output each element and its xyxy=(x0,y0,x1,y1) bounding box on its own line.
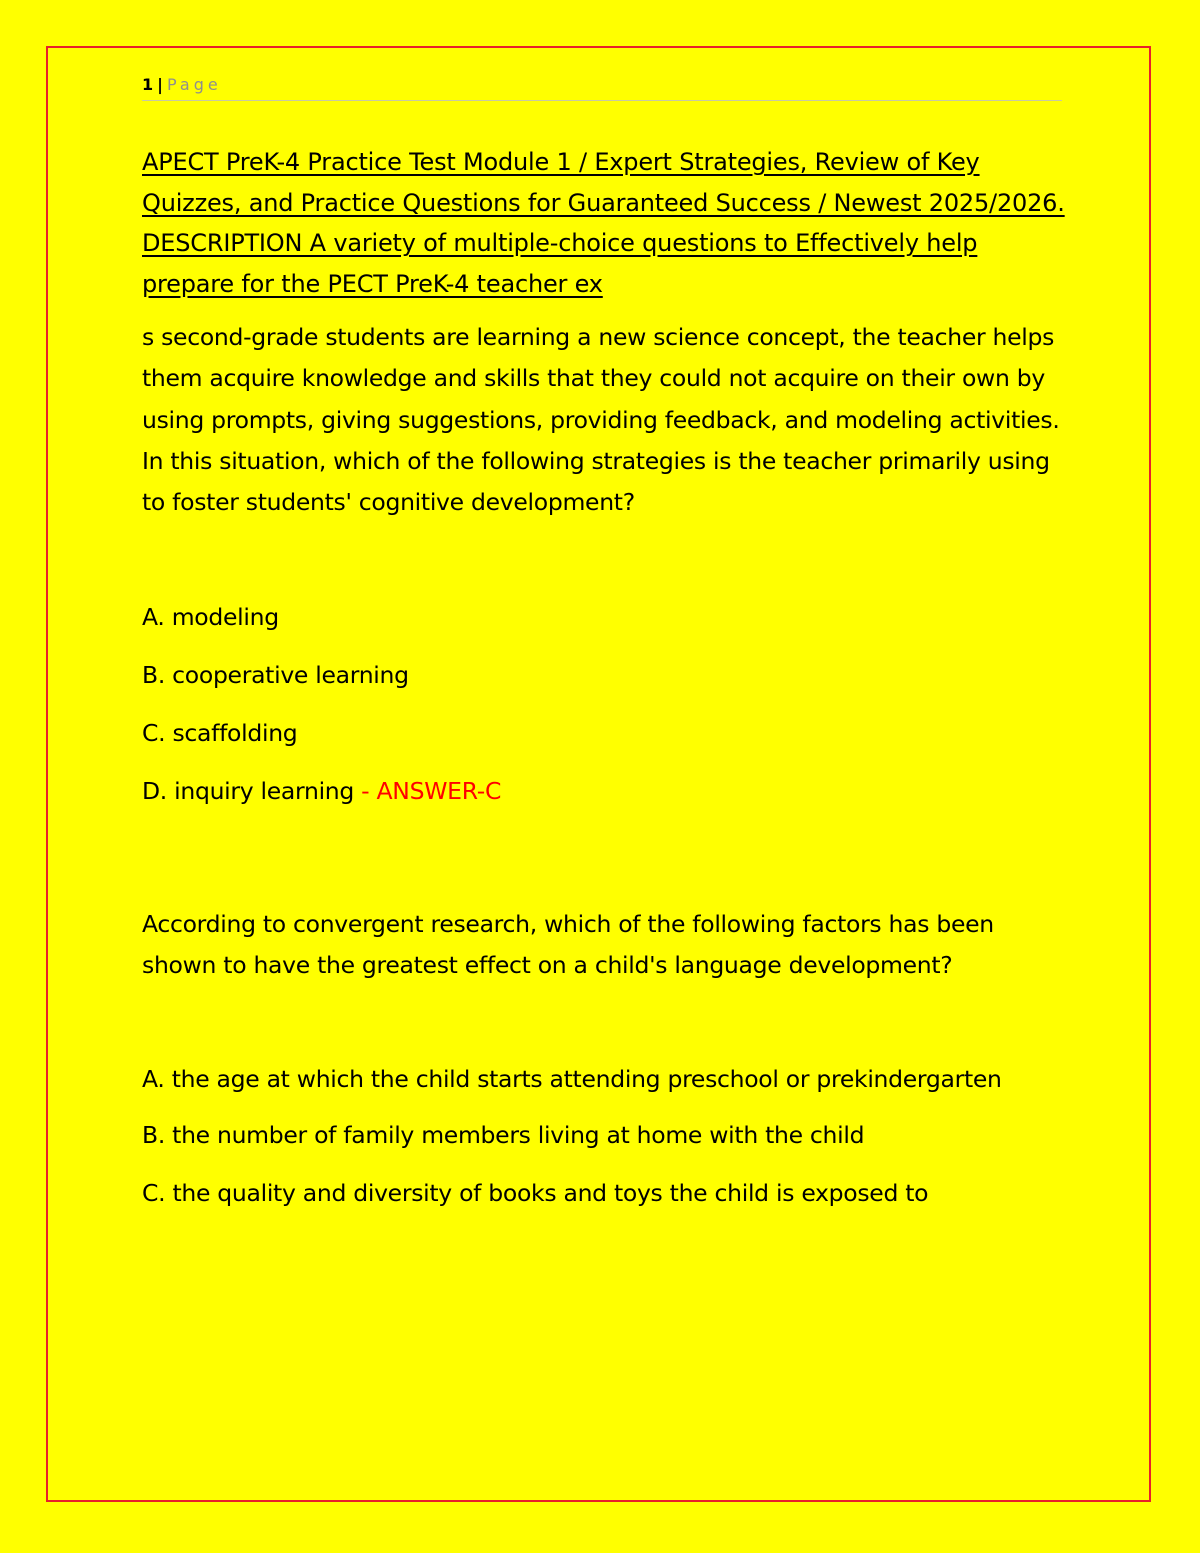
question-2-option-c: C. the quality and diversity of books and toys the child is exposed to xyxy=(142,1179,929,1208)
page-header xyxy=(142,74,1062,101)
question-1-option-d xyxy=(142,771,1072,812)
document-title: APECT PreK-4 Practice Test Module 1 / Expert Strategies, Review of Key Quizzes, and Practice Questions for Guaranteed Success / Newest 2025/2026. DESCRIPTION A variety of multiple-choice questions to Effectively help prepare for the PECT PreK-4 teacher ex xyxy=(142,148,1065,299)
question-1-text: s second-grade students are learning a new science concept, the teacher helps them acquire knowledge and skills that they could not acquire on their own by using prompts, giving suggestions, providing feedback, and modeling activities. In this situation, which of the following strategies is the teacher primarily using to foster students' cognitive development? xyxy=(142,322,1060,517)
question-2-text: According to convergent research, which of the following factors has been shown to have the greatest effect on a child's language development? xyxy=(142,909,994,980)
question-1-option-b: B. cooperative learning xyxy=(142,660,409,689)
question-1-option-d-label: D. inquiry learning xyxy=(142,776,355,805)
page-word: Page xyxy=(166,75,222,94)
page-separator: | xyxy=(157,75,163,94)
question-1-answer: - ANSWER-C xyxy=(354,776,502,805)
page-number: 1 xyxy=(142,75,154,94)
question-1-option-c: C. scaffolding xyxy=(142,718,298,747)
question-1-option-a: A. modeling xyxy=(142,602,279,631)
document-body xyxy=(142,142,1072,1231)
question-2-option-b: B. the number of family members living at home with the child xyxy=(142,1121,865,1150)
question-2-option-a: A. the age at which the child starts attending preschool or prekindergarten xyxy=(142,1064,1002,1093)
